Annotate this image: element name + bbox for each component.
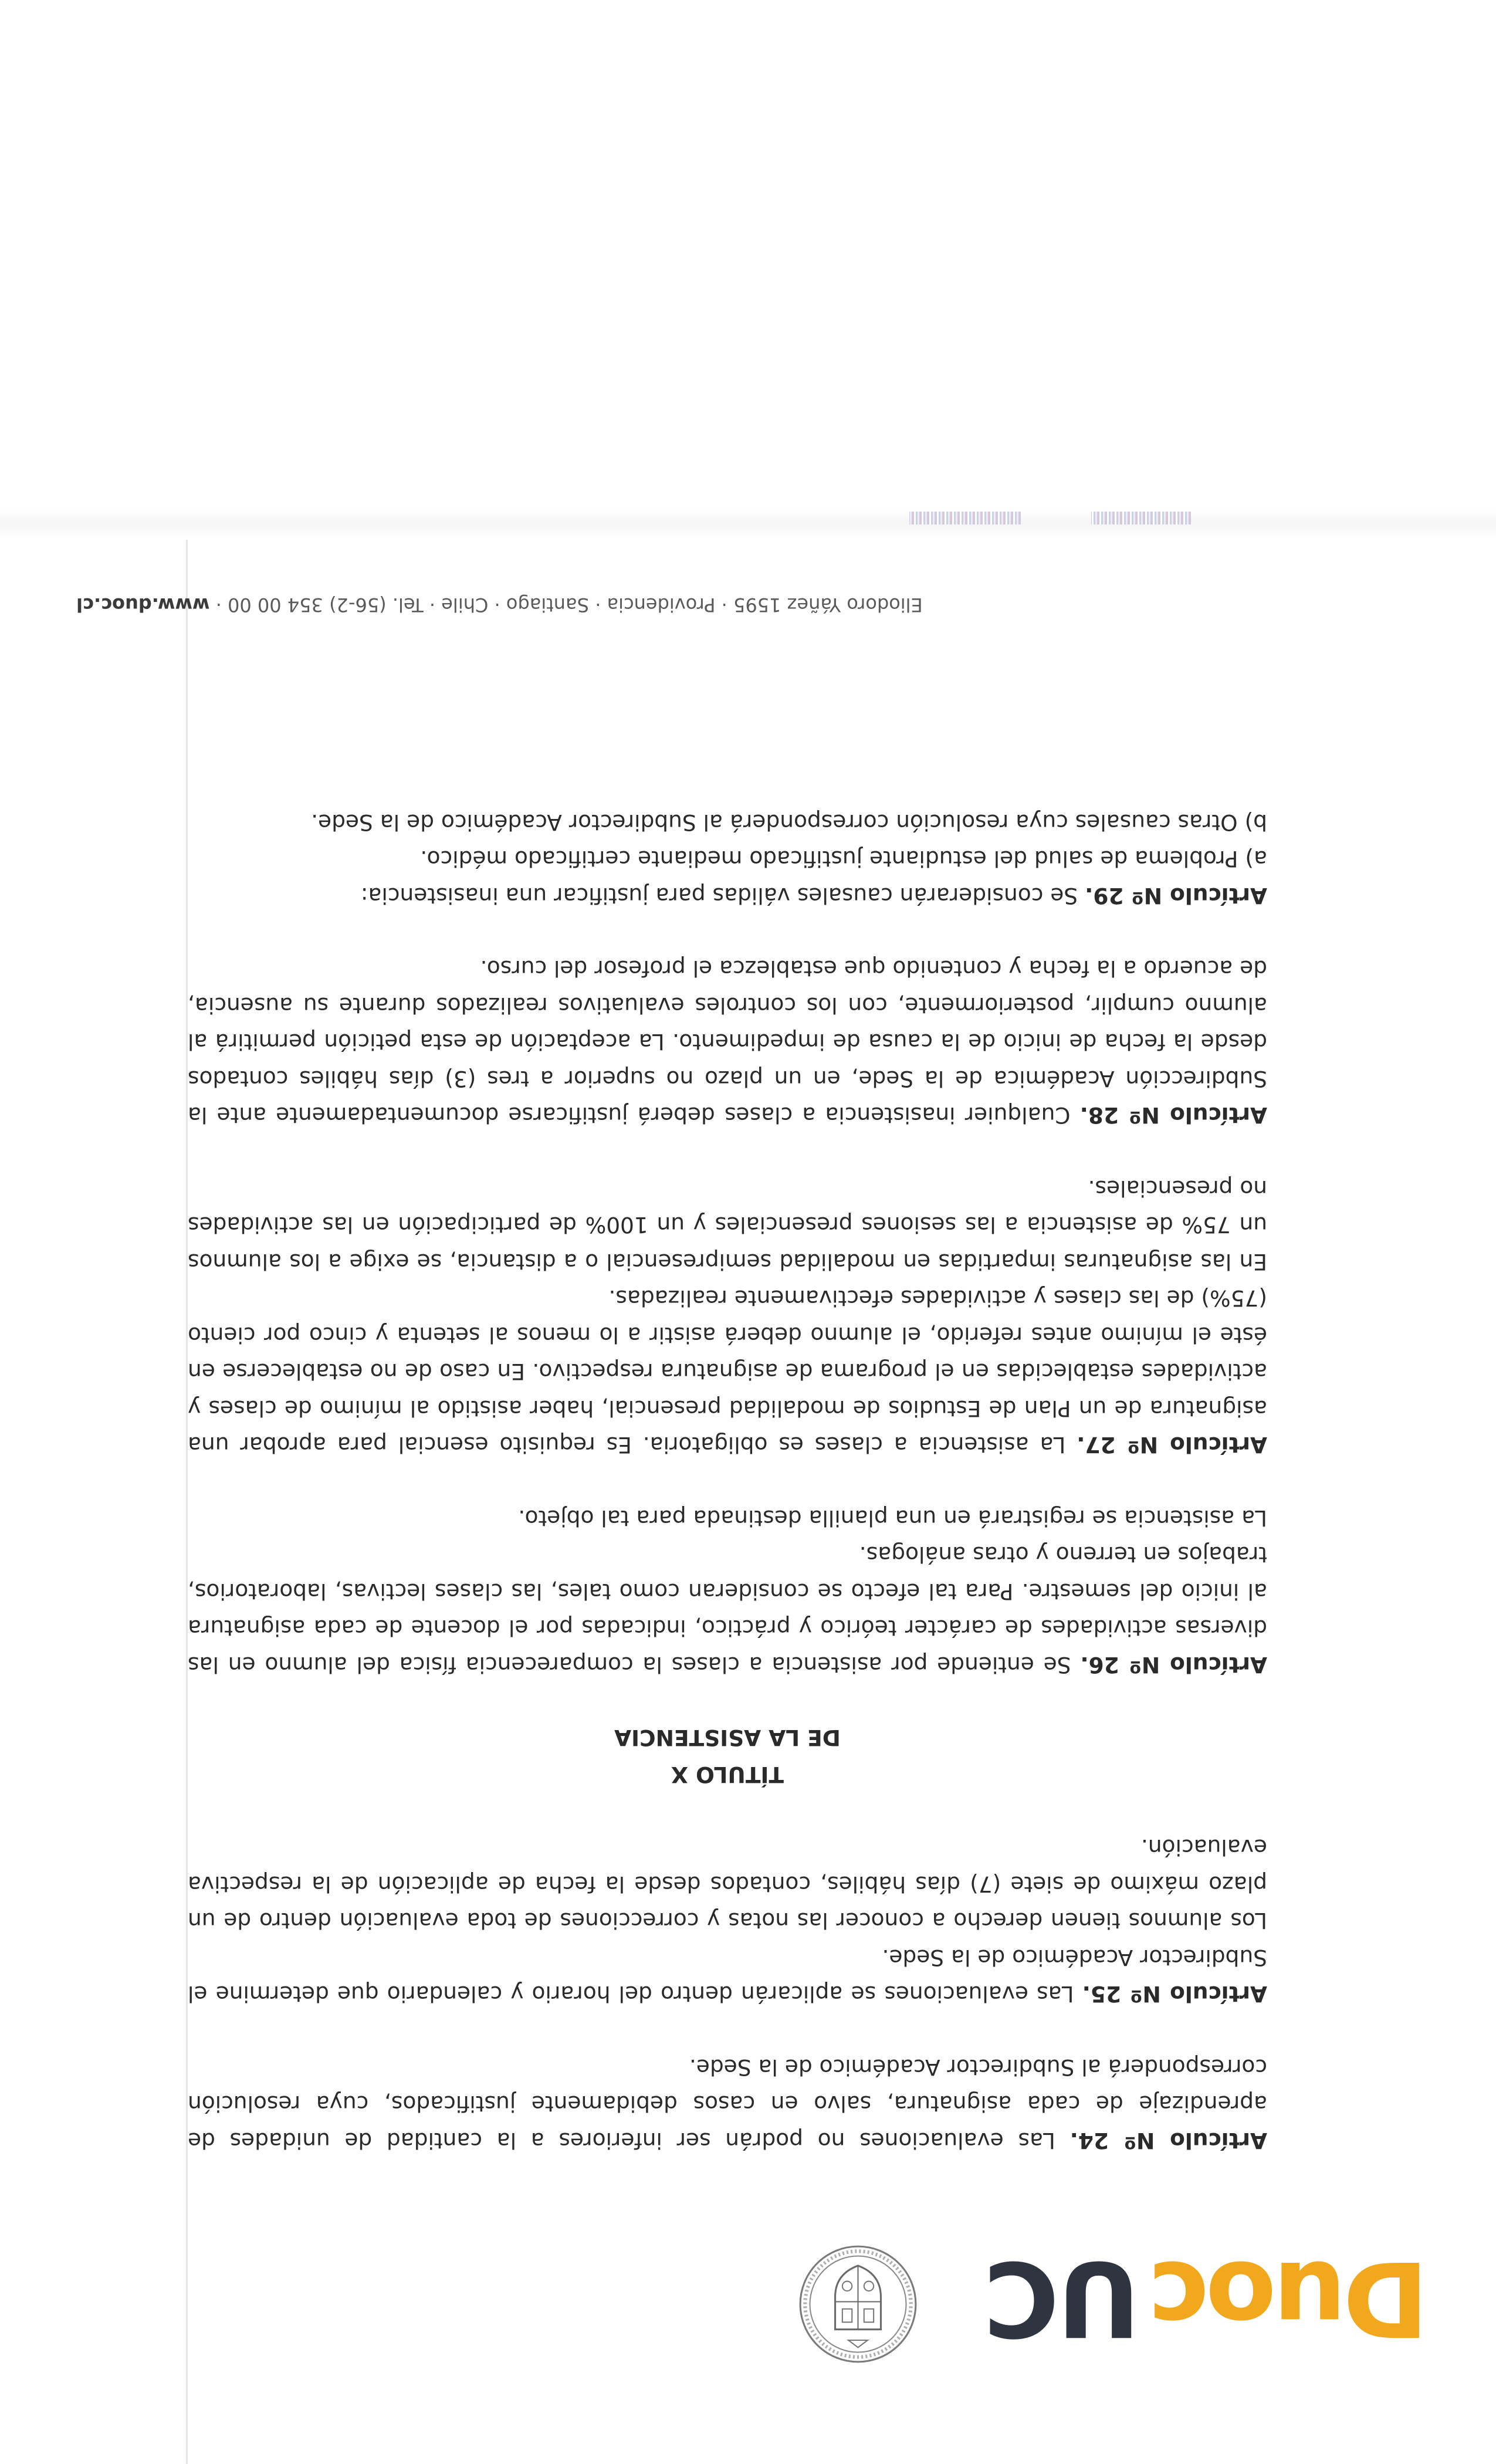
article-26-text: Se entiende por asistencia a clases la comparecencia física del alumno en las diversas actividades de carácter teórico y práctico, indicadas por el docente de cada asignatura al inicio del semestre. Para tal efecto se consideran como tales, las clases lectivas, laboratorios, trabajos en terreno y otras análogas.: [188, 1542, 1267, 1678]
scan-noise-strip: [909, 512, 1021, 524]
article-27: [188, 1280, 1267, 1464]
article-26: [188, 1536, 1267, 1683]
section-title-number: TÍTULO X: [671, 1762, 784, 1788]
section-title-name: DE LA ASISTENCIA: [614, 1725, 841, 1751]
article-27-extra: En las asignaturas impartidas en modalidad semipresencial o a distancia, se exige a los alumnos un 75% de asistencia a las sesiones presenciales y un 100% de participación en las actividades no presenciales.: [188, 1176, 1267, 1275]
article-24-text: Las evaluaciones no podrán ser inferiores a la cantidad de unidades de aprendizaje de cada asignatura, salvo en casos debidamente justificados, cuya resolución corresponderá al Subdirector Académico de la Sede.: [188, 2055, 1267, 2154]
article-26-extra: La asistencia se registrará en una planilla destinada para tal objeto.: [518, 1505, 1267, 1531]
footer-address: [76, 594, 1496, 616]
article-27-label: Artículo Nº 27.: [1077, 1432, 1267, 1458]
article-25-extra: Los alumnos tienen derecho a conocer las notas y correcciones de toda evaluación dentro de un plazo máximo de siete (7) días hábiles, contados desde la fecha de aplicación de la respectiva evaluación.: [188, 1835, 1267, 1934]
article-25-label: Artículo Nº 25.: [1082, 1981, 1267, 2008]
article-24: [188, 2049, 1267, 2160]
article-25: [188, 1940, 1267, 2013]
article-29-item-a: a) Problema de salud del estudiante justificado mediante certificado médico.: [420, 846, 1267, 872]
scan-fold-shade: [0, 510, 1496, 540]
duoc-uc-logo: [986, 2238, 1429, 2359]
university-seal-icon: [798, 2244, 918, 2364]
article-26-label: Artículo Nº 26.: [1080, 1652, 1267, 1678]
article-27-text: La asistencia a clases es obligatoria. Es requisito esencial para aprobar una asignatura de un Plan de Estudios de modalidad presencial, haber asistido al mínimo de clases y actividades establecidas en el programa de asignatura respectivo. En caso de no establecerse en éste el mínimo antes referido, el alumno deberá asistir a lo menos al setenta y cinco por ciento (75%) de las clases y actividades efectivamente realizadas.: [188, 1285, 1267, 1458]
regulation-text: [188, 804, 1267, 2160]
article-28: [188, 950, 1267, 1134]
footer-address-text: Eliodoro Yáñez 1595 · Providencia · Santiago · Chile · Tel. (56-2) 354 00 00 ·: [209, 594, 923, 616]
section-title: [188, 1720, 1267, 1793]
article-28-text: Cualquier inasistencia a clases deberá justificarse documentadamente ante la Subdirección Académica de la Sede, en un plazo no superior a tres (3) días hábiles contados desde la fecha de inicio de la causa de impedimento. La aceptación de esta petición permitirá al alumno cumplir, posteriormente, con los controles evaluativos realizados durante su ausencia, de acuerdo a la fecha y contenido que establezca el profesor del curso.: [188, 956, 1267, 1129]
article-29-label: Artículo Nº 29.: [1085, 883, 1267, 909]
article-25-text: Las evaluaciones se aplicarán dentro del horario y calendario que determine el Subdirector Académico de la Sede.: [188, 1945, 1267, 2008]
article-28-label: Artículo Nº 28.: [1079, 1102, 1267, 1129]
footer-url-link[interactable]: www.duoc.cl: [76, 594, 210, 616]
article-29: [188, 878, 1267, 915]
article-24-label: Artículo Nº 24.: [1069, 2128, 1267, 2154]
logo-duoc-text: Duoc: [1151, 2238, 1429, 2359]
scan-noise-strip: [1091, 512, 1191, 524]
article-29-text: Se considerarán causales válidas para justificar una inasistencia:: [360, 883, 1085, 909]
article-29-item-b: b) Otras causales cuya resolución corresponderá al Subdirector Académico de la Sede.: [311, 810, 1267, 835]
logo-uc-text: UC: [986, 2238, 1141, 2359]
